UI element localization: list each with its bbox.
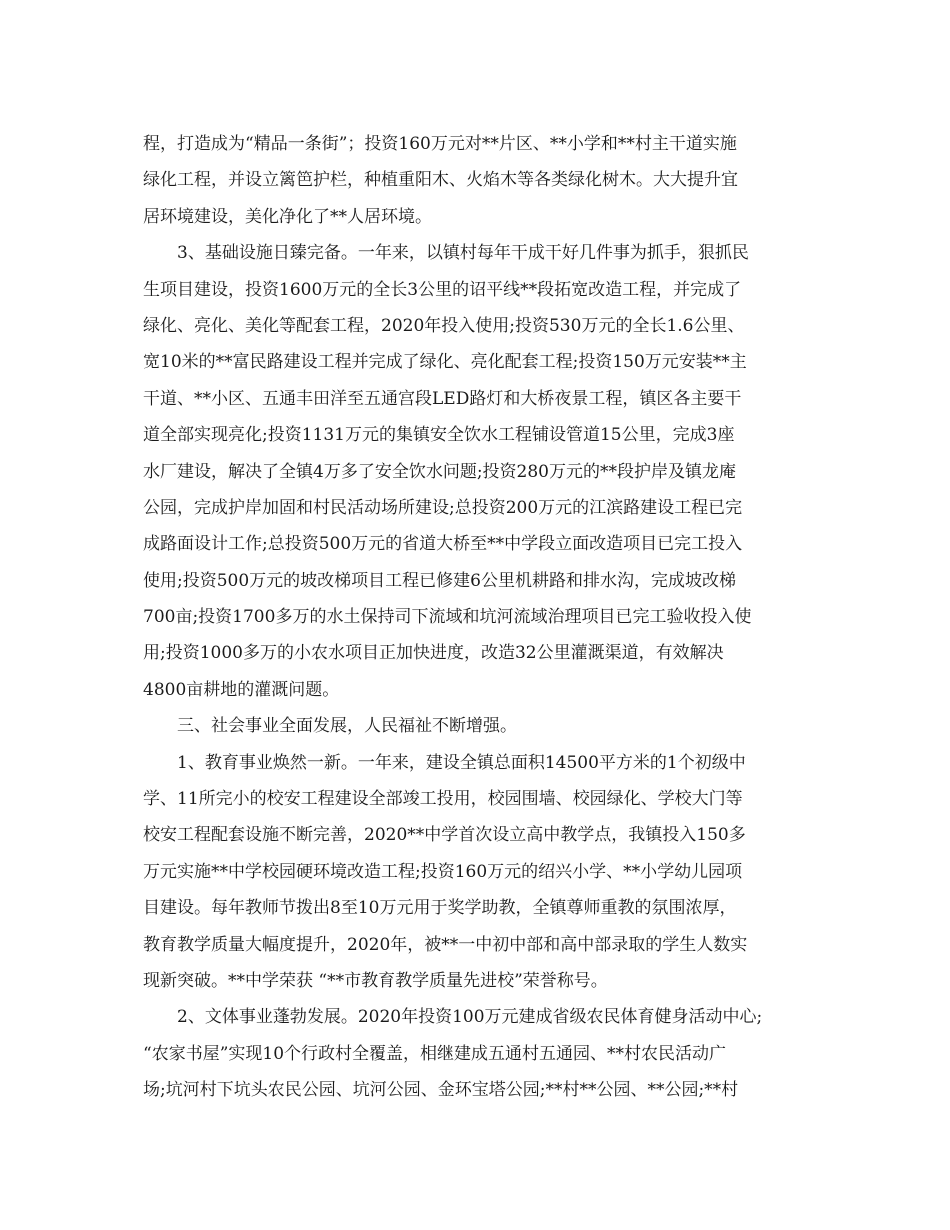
text-line: 场;坑河村下坑头农民公园、坑河公园、金环宝塔公园;**村**公园、**公园;**村 xyxy=(143,1080,739,1101)
text-line: 万元实施**中学校园硬环境改造工程;投资160万元的绍兴小学、**小学幼儿园项 xyxy=(143,861,743,882)
text-line: 居环境建设，美化净化了**人居环境。 xyxy=(143,206,432,227)
text-line: 3、基础设施日臻完备。一年来，以镇村每年干成干好几件事为抓手，狠抓民 xyxy=(177,243,749,264)
text-line: 成路面设计工作;总投资500万元的省道大桥至**中学段立面改造项目已完工投入 xyxy=(143,534,743,555)
text-line: “农家书屋”实现10个行政村全覆盖，相继建成五通村五通园、**村农民活动广 xyxy=(143,1043,727,1064)
text-line: 生项目建设，投资1600万元的全长3公里的诏平线**段拓宽改造工程，并完成了 xyxy=(143,279,742,300)
text-line: 4800亩耕地的灌溉问题。 xyxy=(143,679,340,700)
text-line: 校安工程配套设施不断完善，2020**中学首次设立高中教学点，我镇投入150多 xyxy=(143,825,746,846)
text-line: 现新突破。**中学荣获 “**市教育教学质量先进校”荣誉称号。 xyxy=(143,970,608,991)
text-line: 学、11所完小的校安工程建设全部竣工投用，校园围墙、校园绿化、学校大门等 xyxy=(143,789,743,810)
text-line: 使用;投资500万元的坡改梯项目工程已修建6公里机耕路和排水沟，完成坡改梯 xyxy=(143,570,736,591)
text-line: 程，打造成为“精品一条街”；投资160万元对**片区、**小学和**村主干道实施 xyxy=(143,134,737,154)
text-line: 水厂建设，解决了全镇4万多了安全饮水问题;投资280万元的**段护岸及镇龙庵 xyxy=(143,461,736,482)
text-line: 干道、**小区、五通丰田洋至五通宫段LED路灯和大桥夜景工程，镇区各主要干 xyxy=(143,388,742,409)
text-line: 2、文体事业蓬勃发展。2020年投资100万元建成省级农民体育健身活动中心; xyxy=(177,1007,763,1028)
text-line: 宽10米的**富民路建设工程并完成了绿化、亮化配套工程;投资150万元安装**主 xyxy=(143,352,747,373)
text-line: 绿化工程，并设立篱笆护栏，种植重阳木、火焰木等各类绿化树木。大大提升宜 xyxy=(143,170,738,191)
document-body xyxy=(143,126,813,1109)
text-line: 700亩;投资1700多万的水土保持司下流域和坑河流域治理项目已完工验收投入使 xyxy=(143,607,752,628)
text-line: 绿化、亮化、美化等配套工程，2020年投入使用;投资530万元的全长1.6公里、 xyxy=(143,315,745,336)
text-line: 目建设。每年教师节拨出8至10万元用于奖学助教，全镇尊师重教的氛围浓厚， xyxy=(143,898,737,919)
text-line: 用;投资1000多万的小农水项目正加快进度，改造32公里灌溉渠道，有效解决 xyxy=(143,643,724,664)
text-line: 三、社会事业全面发展，人民福祉不断增强。 xyxy=(177,716,517,737)
text-line: 道全部实现亮化;投资1131万元的集镇安全饮水工程铺设管道15公里，完成3座 xyxy=(143,425,735,446)
text-line: 教育教学质量大幅度提升，2020年，被**一中初中部和高中部录取的学生人数实 xyxy=(143,934,748,955)
text-line: 1、教育事业焕然一新。一年来，建设全镇总面积14500平方米的1个初级中 xyxy=(177,752,746,773)
text-line: 公园，完成护岸加固和村民活动场所建设;总投资200万元的江滨路建设工程已完 xyxy=(143,497,743,518)
